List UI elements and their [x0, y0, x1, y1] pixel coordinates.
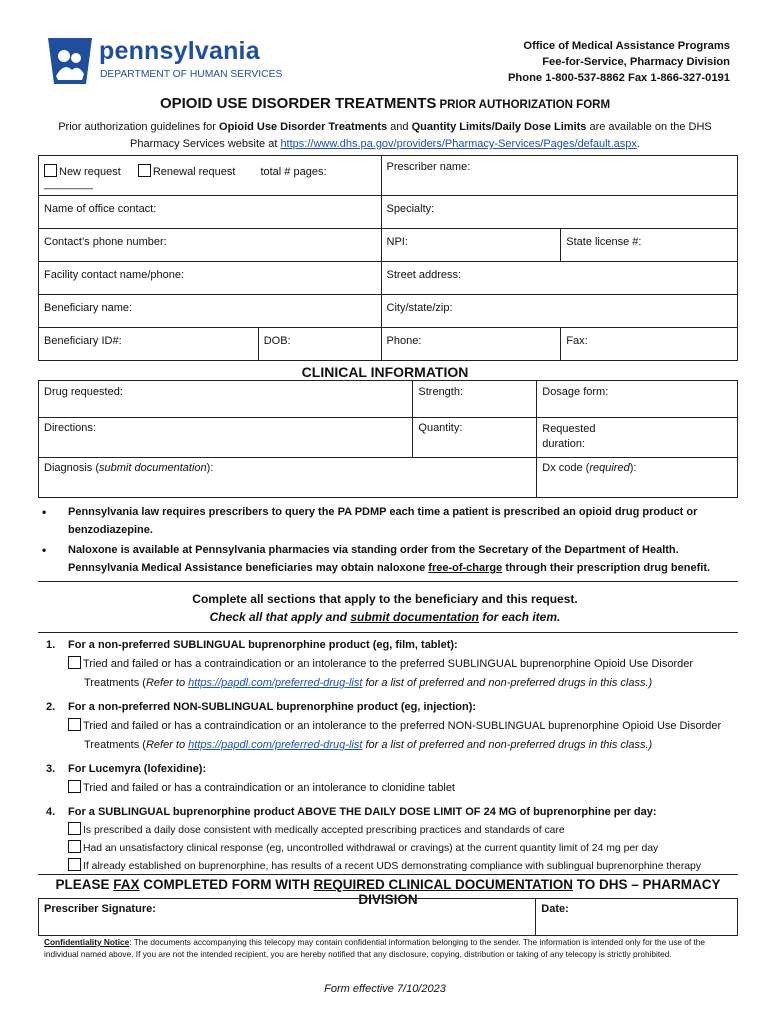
- submit-documentation: submit documentation: [350, 610, 479, 624]
- fax-field[interactable]: Fax:: [561, 328, 738, 361]
- fax-underlined: FAX: [113, 877, 140, 892]
- divider: [38, 581, 738, 582]
- date-field[interactable]: Date:: [536, 899, 738, 936]
- requested-duration-label: Requested: [542, 423, 596, 435]
- dx-code-field[interactable]: [537, 458, 738, 498]
- clinical-information-title: CLINICAL INFORMATION: [301, 364, 469, 380]
- beneficiary-id-field[interactable]: Beneficiary ID#:: [39, 328, 259, 361]
- confidentiality-label: Confidentiality Notice: [44, 937, 130, 947]
- office-division: Fee-for-Service, Pharmacy Division: [542, 56, 730, 68]
- section-1-ref-italic: Refer to: [145, 677, 189, 689]
- diagnosis-note: submit documentation: [99, 462, 207, 474]
- strength-field[interactable]: Strength:: [413, 381, 537, 418]
- section-4-number: 4.: [46, 806, 56, 818]
- dosage-form-field[interactable]: Dosage form:: [537, 381, 738, 418]
- guidelines-text: [40, 119, 730, 153]
- checkbox-icon[interactable]: [68, 822, 81, 835]
- checkbox-icon[interactable]: [68, 840, 81, 853]
- section-1-ref-rest: for a list of preferred and non-preferred drugs in this class.): [362, 677, 653, 689]
- confidentiality-text: : The documents accompanying this telecopy may contain confidential information belonging to the sender. The information is intended only for the use of the individual named above. If you are not the intended recipient, you are hereby notified that any disclosure, copying, distribution or taking of any telecopy is strictly prohibited.: [44, 937, 706, 959]
- section-2-reference: [84, 736, 652, 755]
- complete-line-2: [0, 608, 770, 626]
- section-4-heading: For a SUBLINGUAL buprenorphine product ABOVE THE DAILY DOSE LIMIT OF 24 MG of buprenorphine per day:: [68, 806, 657, 818]
- beneficiary-name-field[interactable]: Beneficiary name:: [39, 295, 382, 328]
- papdl-link[interactable]: https://papdl.com/preferred-drug-list: [188, 739, 363, 751]
- total-pages-field[interactable]: total # pages: ________: [44, 166, 327, 190]
- fax-underlined: REQUIRED CLINICAL DOCUMENTATION: [313, 877, 573, 892]
- divider: [38, 632, 738, 633]
- section-2-option-label: Tried and failed or has a contraindication or an intolerance to the preferred NON-SUBLINGUAL buprenorphine Opioid Use Disorder: [83, 720, 722, 732]
- naloxone-text-end: through their prescription drug benefit.: [502, 562, 711, 574]
- street-address-field[interactable]: Street address:: [381, 262, 737, 295]
- phone-field[interactable]: Phone:: [381, 328, 561, 361]
- drug-requested-field[interactable]: Drug requested:: [39, 381, 413, 418]
- office-info: [508, 38, 730, 86]
- guidelines-part: .: [636, 138, 640, 150]
- section-2-number: 2.: [46, 701, 56, 713]
- prescriber-signature-field[interactable]: Prescriber Signature:: [39, 899, 536, 936]
- dx-code-label: Dx code (: [542, 462, 590, 474]
- complete-instructions: [0, 590, 770, 626]
- specialty-field[interactable]: Specialty:: [381, 196, 737, 229]
- section-4-option-2[interactable]: [68, 839, 658, 858]
- section-2-ref-italic: Refer to: [145, 739, 189, 751]
- facility-contact-field[interactable]: Facility contact name/phone:: [39, 262, 382, 295]
- section-4-option-1-label: Is prescribed a daily dose consistent with medically accepted prescribing practices and standards of care: [83, 825, 565, 836]
- section-3-option-label: Tried and failed or has a contraindication or an intolerance to clonidine tablet: [83, 782, 455, 794]
- request-type-cell: [39, 156, 382, 196]
- form-effective-date: Form effective 7/10/2023: [324, 983, 446, 995]
- section-4-option-1[interactable]: [68, 821, 565, 840]
- form-title: [0, 95, 770, 112]
- complete-line-2-part: for each item.: [479, 610, 561, 624]
- section-1-option-label: Tried and failed or has a contraindication or an intolerance to the preferred SUBLINGUAL buprenorphine Opioid Use Disorder: [83, 658, 694, 670]
- checkbox-icon[interactable]: [44, 164, 57, 177]
- new-request-checkbox[interactable]: [44, 166, 121, 178]
- section-1-number: 1.: [46, 639, 56, 651]
- npi-field[interactable]: NPI:: [381, 229, 561, 262]
- pdmp-notice: • Pennsylvania law requires prescribers to query the PA PDMP each time a patient is prescribed an opioid drug product or benzodiazepine.: [38, 503, 738, 539]
- logo-wordmark: pennsylvania: [99, 37, 260, 65]
- section-3-heading: For Lucemyra (lofexidine):: [68, 763, 207, 775]
- dob-field[interactable]: DOB:: [258, 328, 381, 361]
- naloxone-text: Naloxone is available at Pennsylvania pharmacies via standing order from the Secretary of the Department of Health. Pennsylvania Medical Assistance beneficiaries may obtain naloxone: [68, 544, 679, 574]
- new-request-label: New request: [59, 166, 121, 178]
- form-title-main: OPIOID USE DISORDER TREATMENTS: [159, 95, 437, 112]
- guidelines-part: are available on the DHS Pharmacy Services website at: [130, 121, 712, 150]
- requested-duration-field[interactable]: [537, 418, 738, 458]
- office-phone-fax: Phone 1-800-537-8862 Fax 1-866-327-0191: [507, 72, 730, 84]
- directions-field[interactable]: Directions:: [39, 418, 413, 458]
- form-title-sub: PRIOR AUTHORIZATION FORM: [439, 99, 611, 111]
- checkbox-icon[interactable]: [68, 718, 81, 731]
- papdl-link[interactable]: https://papdl.com/preferred-drug-list: [188, 677, 363, 689]
- checkbox-icon[interactable]: [68, 780, 81, 793]
- fax-text: TO DHS – PHARMACY DIVISION: [358, 877, 721, 907]
- logo-department: DEPARTMENT OF HUMAN SERVICES: [100, 69, 283, 80]
- section-2-option[interactable]: [68, 717, 721, 736]
- section-3-option[interactable]: [68, 779, 455, 798]
- section-1-heading: For a non-preferred SUBLINGUAL buprenorphine product (eg, film, tablet):: [68, 639, 458, 651]
- guidelines-part: and: [387, 121, 412, 133]
- quantity-field[interactable]: Quantity:: [413, 418, 537, 458]
- checkbox-icon[interactable]: [138, 164, 151, 177]
- dx-code-note: required: [589, 462, 630, 474]
- fax-text: PLEASE: [55, 877, 114, 892]
- naloxone-free: free-of-charge: [428, 562, 503, 574]
- city-state-zip-field[interactable]: City/state/zip:: [381, 295, 737, 328]
- office-contact-field[interactable]: Name of office contact:: [39, 196, 382, 229]
- dx-code-label-end: ):: [629, 462, 637, 474]
- section-4-option-3-label: If already established on buprenorphine, has results of a recent UDS demonstrating compliance with sublingual buprenorphine therapy: [83, 861, 702, 872]
- complete-line-2-part: Check all that apply and: [209, 610, 351, 624]
- criteria-sections: [38, 636, 738, 876]
- section-1-ref-text: Treatments (: [84, 677, 146, 689]
- guidelines-part: Prior authorization guidelines for: [58, 121, 220, 133]
- keystone-icon: [44, 36, 96, 86]
- guidelines-bold-1: Opioid Use Disorder Treatments: [219, 121, 388, 133]
- renewal-request-label: Renewal request: [152, 166, 236, 178]
- section-2-ref-text: Treatments (: [84, 739, 146, 751]
- office-name: Office of Medical Assistance Programs: [523, 40, 730, 52]
- renewal-request-checkbox[interactable]: [138, 166, 236, 178]
- diagnosis-field[interactable]: [39, 458, 537, 498]
- checkbox-icon[interactable]: [68, 858, 81, 871]
- dhs-pharmacy-link[interactable]: https://www.dhs.pa.gov/providers/Pharmacy-Services/Pages/default.aspx: [280, 138, 637, 150]
- section-3-number: 3.: [46, 763, 56, 775]
- diagnosis-label-end: ):: [206, 462, 214, 474]
- contact-phone-field[interactable]: Contact’s phone number:: [39, 229, 382, 262]
- divider: [38, 874, 738, 875]
- state-license-field[interactable]: State license #:: [561, 229, 738, 262]
- prescriber-table: [38, 155, 738, 361]
- diagnosis-label: Diagnosis (: [44, 462, 100, 474]
- signature-table: [38, 898, 738, 936]
- section-2-heading: For a non-preferred NON-SUBLINGUAL buprenorphine product (eg, injection):: [68, 701, 477, 713]
- section-4-option-2-label: Had an unsatisfactory clinical response (eg, uncontrolled withdrawal or cravings) at the current quantity limit of 24 mg per day: [83, 843, 659, 854]
- requested-duration-label: duration:: [542, 438, 586, 450]
- section-2-ref-rest: for a list of preferred and non-preferred drugs in this class.): [362, 739, 653, 751]
- section-1-option[interactable]: [68, 655, 693, 674]
- dhs-logo: [44, 36, 284, 86]
- prescriber-name-field[interactable]: Prescriber name:: [381, 156, 737, 196]
- section-1-reference: [84, 674, 652, 693]
- fax-text: COMPLETED FORM WITH: [139, 877, 314, 892]
- notice-bullets: [38, 503, 738, 579]
- complete-line-1: Complete all sections that apply to the beneficiary and this request.: [192, 592, 578, 606]
- naloxone-notice: [38, 541, 738, 577]
- checkbox-icon[interactable]: [68, 656, 81, 669]
- clinical-table: [38, 380, 738, 498]
- guidelines-bold-2: Quantity Limits/Daily Dose Limits: [411, 121, 587, 133]
- confidentiality-notice: [44, 936, 734, 960]
